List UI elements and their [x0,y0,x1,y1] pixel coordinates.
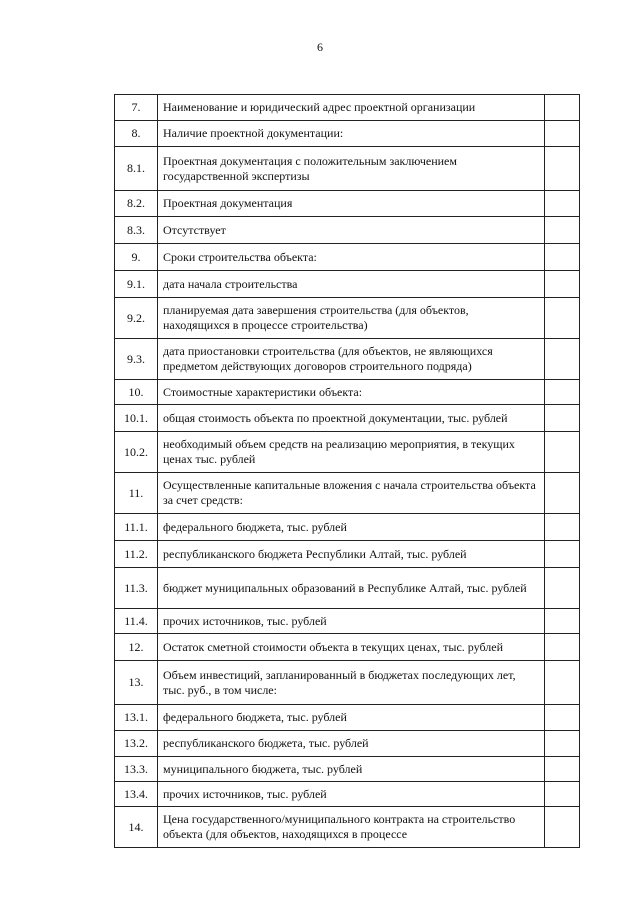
row-value-cell [545,121,580,147]
row-number: 14. [115,807,158,848]
row-description: Сроки строительства объекта: [158,244,545,271]
row-number: 9. [115,244,158,271]
table-row [115,541,580,568]
row-number: 13.1. [115,705,158,731]
row-value-cell [545,609,580,634]
row-number: 10. [115,380,158,405]
row-description: общая стоимость объекта по проектной документации, тыс. рублей [158,405,545,432]
row-number: 10.2. [115,432,158,473]
row-value-cell [545,244,580,271]
table-row [115,380,580,405]
table-row [115,432,580,473]
table-row [115,568,580,609]
row-number: 11.3. [115,568,158,609]
table-row [115,473,580,514]
row-value-cell [545,432,580,473]
table-row [115,609,580,634]
row-number: 8. [115,121,158,147]
row-number: 8.1. [115,147,158,191]
row-description: дата начала строительства [158,271,545,298]
table-row [115,121,580,147]
row-value-cell [545,782,580,807]
row-description: республиканского бюджета, тыс. рублей [158,731,545,757]
row-description: бюджет муниципальных образований в Республике Алтай, тыс. рублей [158,568,545,609]
row-value-cell [545,514,580,541]
row-value-cell [545,95,580,121]
row-description: Остаток сметной стоимости объекта в текущих ценах, тыс. рублей [158,634,545,661]
row-value-cell [545,541,580,568]
row-value-cell [545,191,580,217]
row-value-cell [545,807,580,848]
table-row [115,339,580,380]
row-number: 13. [115,661,158,705]
table-row [115,191,580,217]
row-description: федерального бюджета, тыс. рублей [158,705,545,731]
table-row [115,661,580,705]
row-number: 13.2. [115,731,158,757]
object-info-table [114,94,580,848]
table-row [115,705,580,731]
table-row [115,757,580,782]
row-description: республиканского бюджета Республики Алтай, тыс. рублей [158,541,545,568]
row-description: Наличие проектной документации: [158,121,545,147]
row-value-cell [545,568,580,609]
table-row [115,782,580,807]
row-number: 9.2. [115,298,158,339]
table-row [115,807,580,848]
row-value-cell [545,271,580,298]
row-number: 13.3. [115,757,158,782]
row-number: 11.1. [115,514,158,541]
row-description: Стоимостные характеристики объекта: [158,380,545,405]
row-description: Наименование и юридический адрес проектной организации [158,95,545,121]
row-value-cell [545,634,580,661]
row-number: 9.1. [115,271,158,298]
row-description: Проектная документация [158,191,545,217]
row-number: 10.1. [115,405,158,432]
row-value-cell [545,731,580,757]
table-row [115,405,580,432]
row-value-cell [545,339,580,380]
row-description: Проектная документация с положительным заключением государственной экспертизы [158,147,545,191]
table-row [115,271,580,298]
row-description: федерального бюджета, тыс. рублей [158,514,545,541]
table-row [115,217,580,244]
row-number: 13.4. [115,782,158,807]
row-description: прочих источников, тыс. рублей [158,782,545,807]
row-number: 7. [115,95,158,121]
row-description: планируемая дата завершения строительства (для объектов, находящихся в процессе строительства) [158,298,545,339]
row-number: 9.3. [115,339,158,380]
table-row [115,731,580,757]
table-row [115,244,580,271]
row-description: Осуществленные капитальные вложения с начала строительства объекта за счет средств: [158,473,545,514]
table-row [115,147,580,191]
row-value-cell [545,147,580,191]
row-value-cell [545,380,580,405]
table-row [115,634,580,661]
row-value-cell [545,705,580,731]
row-description: необходимый объем средств на реализацию мероприятия, в текущих ценах тыс. рублей [158,432,545,473]
table-row [115,514,580,541]
row-value-cell [545,661,580,705]
row-number: 11.2. [115,541,158,568]
row-description: прочих источников, тыс. рублей [158,609,545,634]
row-value-cell [545,405,580,432]
row-number: 12. [115,634,158,661]
row-description: Цена государственного/муниципального контракта на строительство объекта (для объектов, находящихся в процессе [158,807,545,848]
row-description: дата приостановки строительства (для объектов, не являющихся предметом действующих договоров строительного подряда) [158,339,545,380]
row-value-cell [545,217,580,244]
page-number: 6 [317,40,323,54]
row-number: 11.4. [115,609,158,634]
row-description: Отсутствует [158,217,545,244]
row-number: 8.3. [115,217,158,244]
row-number: 11. [115,473,158,514]
row-number: 8.2. [115,191,158,217]
row-value-cell [545,298,580,339]
table-row [115,298,580,339]
row-description: Объем инвестиций, запланированный в бюджетах последующих лет, тыс. руб., в том числе: [158,661,545,705]
table-row [115,95,580,121]
row-value-cell [545,757,580,782]
row-description: муниципального бюджета, тыс. рублей [158,757,545,782]
row-value-cell [545,473,580,514]
